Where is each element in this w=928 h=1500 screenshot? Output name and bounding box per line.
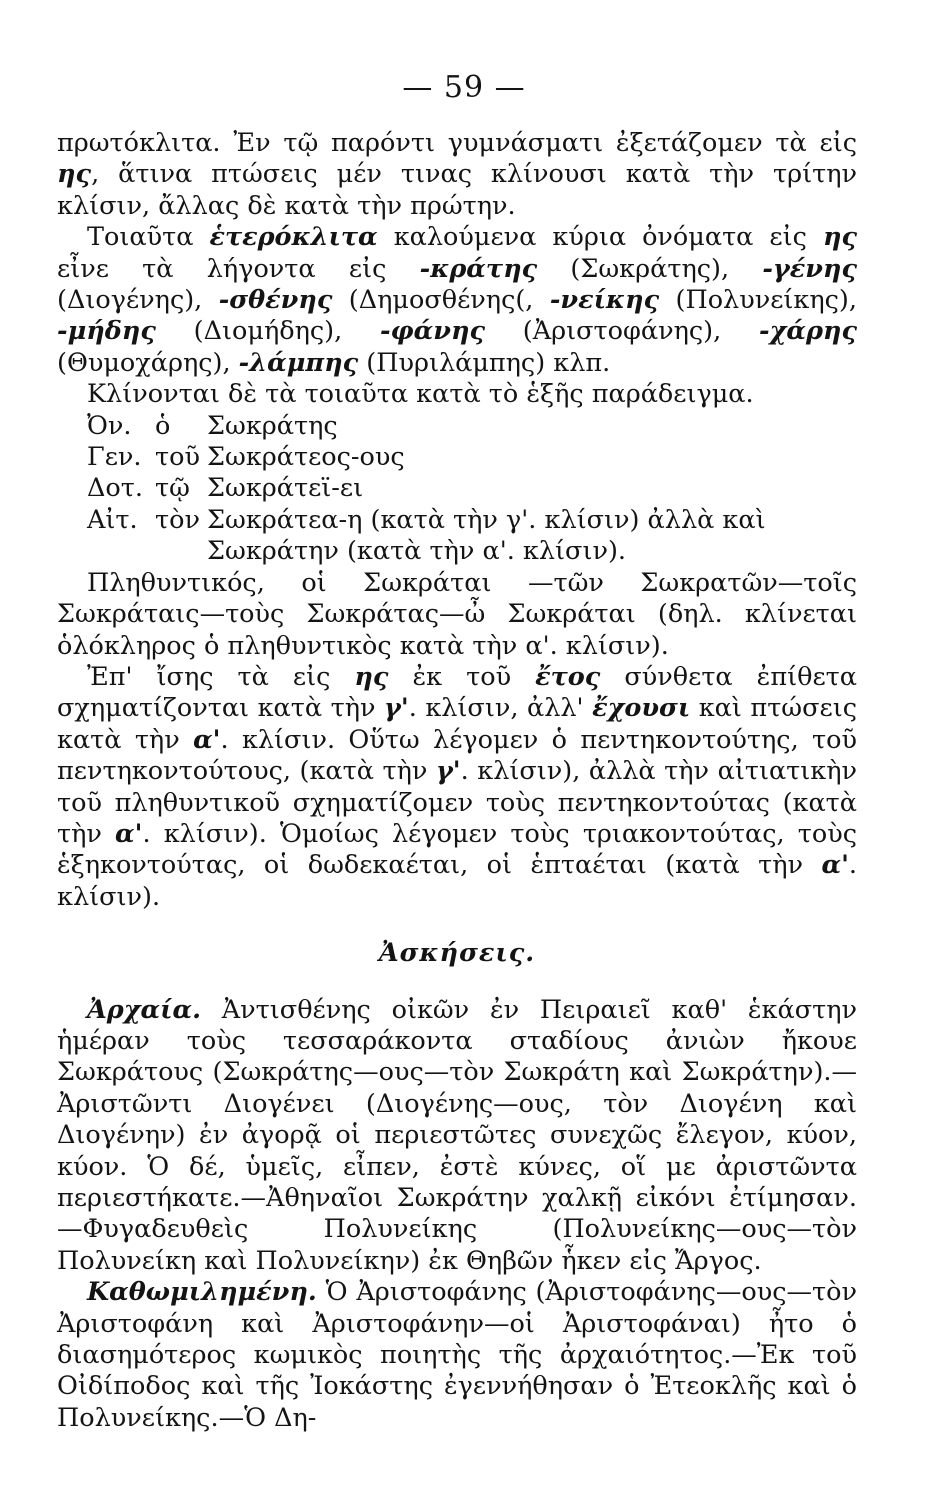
emphasized-term: -φάνης	[379, 316, 486, 347]
text-run: πρωτόκλιτα. Ἐν τῷ παρόντι γυμνάσματι ἐξετάζομεν τὰ εἰς	[57, 128, 857, 158]
text-run: (Πολυνείκης),	[659, 285, 857, 316]
text-run: (Δημοσθένης(,	[332, 285, 550, 316]
text-run: . κλίσιν), ἀλλὰ τὴν αἰτιατικὴν τοῦ πληθυντικοῦ σχηματίζομεν τοὺς πεντηκοντούτας (κατὰ τὴν	[57, 756, 857, 849]
emphasized-term: ης	[57, 159, 92, 190]
text-run: , ἅτινα πτώσεις μέν τινας κλίνουσι κατὰ τὴν τρίτην κλίσιν, ἄλλας δὲ κατὰ τὴν πρώτην.	[57, 159, 857, 221]
case-label: Ὀν.	[87, 410, 132, 441]
paragraph-plural: Πληθυντικός, οἱ Σωκράται —τῶν Σωκρατῶν—τοῖς Σωκράταις—τοὺς Σωκράτας—ὦ Σωκράται (δηλ. κλίνεται ὁλόκληρος ὁ πληθυντικὸς κατὰ τὴν α'. κλίσιν).	[57, 567, 857, 661]
intro-paragraph	[57, 128, 857, 222]
emphasized-term: ἔτος	[535, 661, 601, 692]
declension-table	[87, 411, 766, 568]
text-run: Τοιαῦτα	[87, 222, 210, 253]
noun-form: Σωκράτεος-ους	[207, 442, 405, 473]
article: τὸν	[155, 504, 200, 535]
text-run: Ἐπ' ἴσης τὰ εἰς	[87, 661, 355, 692]
text-run: (Πυριλάμπης) κλπ.	[358, 347, 611, 378]
noun-form: Σωκράτην (κατὰ τὴν α'. κλίσιν).	[207, 536, 626, 567]
paragraph-compounds	[57, 662, 857, 913]
text-run: (Διομήδης),	[155, 316, 380, 347]
text-run: . κλίσιν, ἀλλ'	[408, 693, 593, 724]
emphasized-term: γ'	[435, 756, 461, 787]
text-run: σύνθετα ἐπίθετα σχηματίζονται κατὰ τὴν	[57, 661, 858, 724]
page-body	[57, 128, 857, 1434]
case-label: Δοτ.	[87, 473, 143, 504]
emphasized-term: ης	[822, 222, 858, 253]
emphasized-term: α'	[193, 724, 221, 755]
text-run: . κλίσιν).	[57, 850, 857, 912]
emphasized-term: γ'	[384, 693, 409, 724]
article: τῷ	[155, 473, 190, 504]
emphasized-term: α'	[115, 818, 143, 849]
exercise-ancient-text: Ἀντισθένης οἰκῶν ἐν Πειραιεῖ καθ' ἑκάστην ἡμέραν τοὺς τεσσαράκοντα σταδίους ἀνιὼν ἤκουε Σωκράτους (Σωκράτης—ους—τὸν Σωκράτη καὶ Σωκράτην).—Ἀριστῶντι Διογένει (Διογένης—ους, τὸν Διογένη καὶ Διογένην) ἐν ἀγορᾷ οἱ περιεστῶτες συνεχῶς ἔλεγον, κύον, κύον. Ὁ δέ, ὑμεῖς, εἶπεν, ἐστὲ κύνες, οἵ με ἀριστῶντα περιεστήκατε.—Ἀθηναῖοι Σωκράτην χαλκῇ εἰκόνι ἐτίμησαν.—Φυγαδευθεὶς Πολυνείκης (Πολυνείκης—ους—τὸν Πολυνείκη καὶ Πολυνείκην) ἐκ Θηβῶν ἧκεν εἰς Ἄργος.	[57, 994, 857, 1276]
text-run: (Διογένης),	[57, 285, 219, 316]
text-run: ἐκ τοῦ	[388, 661, 536, 692]
exercise-vernacular	[57, 1277, 857, 1434]
case-label: Αἰτ.	[87, 504, 138, 535]
case-label: Γεν.	[87, 442, 142, 473]
emphasized-term: -μήδης	[57, 316, 156, 347]
emphasized-term: -σθένης	[218, 285, 333, 316]
text-run: (Θυμοχάρης),	[57, 347, 239, 378]
article: τοῦ	[155, 442, 200, 473]
text-run: καλούμενα κύρια ὀνόματα εἰς	[377, 222, 823, 253]
declension-row	[87, 473, 766, 504]
emphasized-term: -νείκης	[549, 285, 660, 316]
text-run: . κλίσιν). Ὁμοίως λέγομεν τοὺς τριακοντούτας, τοὺς ἑξηκοντούτας, οἱ δωδεκαέται, οἱ ἑπταέται (κατὰ τὴν	[57, 818, 857, 881]
declension-row	[87, 505, 766, 536]
noun-form: Σωκράτεϊ-ει	[207, 473, 364, 504]
emphasized-term: α'	[821, 850, 849, 881]
emphasized-term: ης	[354, 661, 389, 692]
exercise-vernacular-text: Ὁ Ἀριστοφάνης (Ἀριστοφάνης—ους—τὸν Ἀριστοφάνη καὶ Ἀριστοφάνην—οἱ Ἀριστοφάναι) ἦτο ὁ διασημότερος κωμικὸς ποιητὴς τῆς ἀρχαιότητος.—Ἐκ τοῦ Οἰδίποδος καὶ τῆς Ἰοκάστης ἐγεννήθησαν ὁ Ἐτεοκλῆς καὶ ὁ Πολυνείκης.—Ὁ Δη-	[57, 1277, 857, 1433]
declension-row	[87, 411, 766, 442]
declension-row	[87, 442, 766, 473]
emphasized-term: -γένης	[762, 253, 857, 284]
text-run: . κλίσιν. Οὕτω λέγομεν ὁ πεντηκοντούτης, τοῦ πεντηκοντούτους, (κατὰ τὴν	[57, 724, 857, 787]
text-run: (Ἀριστοφάνης),	[485, 316, 759, 347]
paragraph-heteroclites	[57, 222, 857, 379]
exercises-heading: Ἀσκήσεις.	[378, 938, 536, 969]
text-run: καὶ πτώσεις κατὰ τὴν	[57, 693, 857, 755]
emphasized-term: ἔχουσι	[592, 693, 691, 724]
article: ὁ	[155, 410, 171, 441]
emphasized-term: -κράτης	[419, 253, 538, 284]
page-number: — 59 —	[402, 70, 526, 105]
emphasized-term: -λάμπης	[238, 347, 359, 378]
emphasized-term: -χάρης	[758, 316, 857, 347]
exercise-ancient-label: Ἀρχαία.	[87, 994, 201, 1025]
emphasized-term: ἑτερόκλιτα	[209, 222, 378, 253]
noun-form: Σωκράτης	[207, 410, 338, 441]
text-run: εἶνε τὰ λήγοντα εἰς	[57, 253, 420, 284]
exercise-vernacular-label: Καθωμιλημένη.	[87, 1277, 317, 1308]
noun-form: Σωκράτεα-η (κατὰ τὴν γ'. κλίσιν) ἀλλὰ καὶ	[207, 504, 766, 535]
declension-row	[87, 536, 766, 567]
text-run: (Σωκράτης),	[537, 253, 763, 284]
paragraph-example-intro: Κλίνονται δὲ τὰ τοιαῦτα κατὰ τὸ ἑξῆς παράδειγμα.	[87, 379, 754, 410]
exercise-ancient	[57, 995, 857, 1278]
article	[155, 536, 207, 567]
case-label	[87, 536, 155, 567]
